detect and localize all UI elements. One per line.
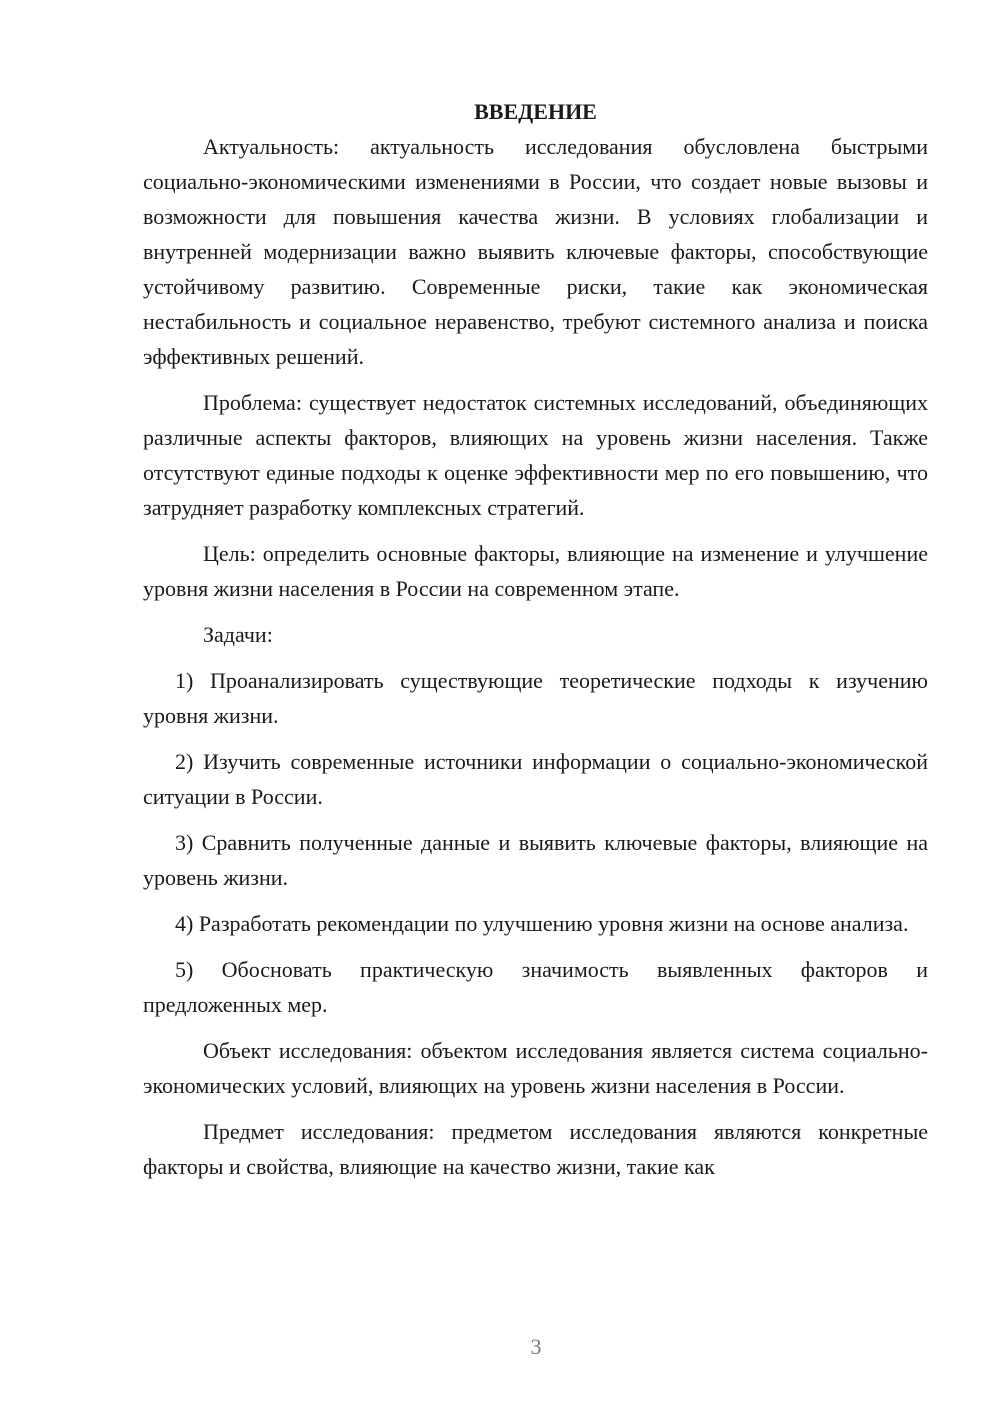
relevance-paragraph: Актуальность: актуальность исследования обусловлена быстрыми социально-экономическими изменениями в России, что создает новые вызовы и возможности для повышения качества жизни. В условиях глобализации и внутренней модернизации важно выявить ключевые факторы, способствующие устойчивому развитию. Современные риски, такие как экономическая нестабильность и социальное неравенство, требуют системного анализа и поиска эффективных решений. bbox=[143, 134, 928, 369]
goal-paragraph: Цель: определить основные факторы, влияющие на изменение и улучшение уровня жизни населения в России на современном этапе. bbox=[143, 541, 928, 601]
page-title: ВВЕДЕНИЕ bbox=[474, 99, 597, 124]
task-item: 3) Сравнить полученные данные и выявить ключевые факторы, влияющие на уровень жизни. bbox=[143, 830, 928, 890]
task-item: 5) Обосновать практическую значимость выявленных факторов и предложенных мер. bbox=[143, 957, 928, 1017]
page-number: 3 bbox=[530, 1334, 542, 1359]
task-item: 1) Проанализировать существующие теоретические подходы к изучению уровня жизни. bbox=[143, 668, 928, 728]
object-paragraph: Объект исследования: объектом исследования является система социально-экономических условий, влияющих на уровень жизни населения в России. bbox=[143, 1038, 928, 1098]
document-page bbox=[143, 94, 928, 1195]
problem-paragraph: Проблема: существует недостаток системных исследований, объединяющих различные аспекты факторов, влияющих на уровень жизни населения. Также отсутствуют единые подходы к оценке эффективности мер по его повышению, что затрудняет разработку комплексных стратегий. bbox=[143, 390, 928, 520]
task-item: 4) Разработать рекомендации по улучшению уровня жизни на основе анализа. bbox=[175, 911, 909, 936]
subject-paragraph: Предмет исследования: предметом исследования являются конкретные факторы и свойства, влияющие на качество жизни, такие как bbox=[143, 1119, 928, 1179]
task-item: 2) Изучить современные источники информации о социально-экономической ситуации в России. bbox=[143, 749, 928, 809]
tasks-label: Задачи: bbox=[203, 622, 273, 647]
